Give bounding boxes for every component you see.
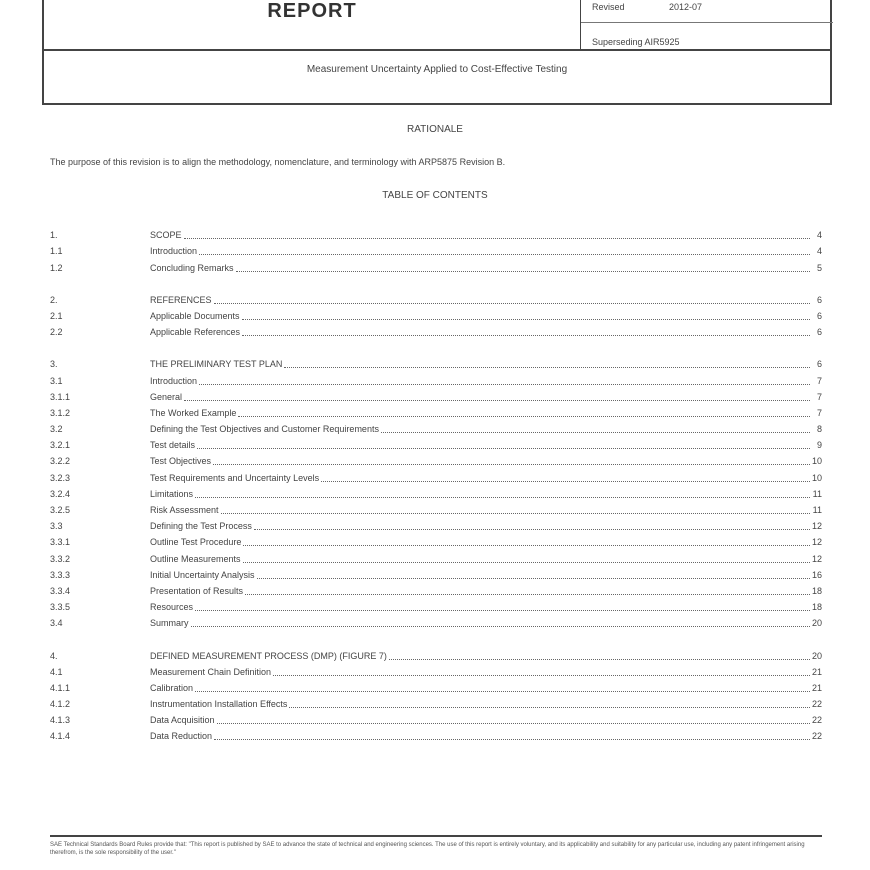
toc-entry-number: 3.3: [50, 521, 63, 532]
toc-dot-leader: [289, 707, 810, 708]
toc-entry-title: Instrumentation Installation Effects: [150, 699, 288, 710]
revised-label: Revised: [592, 2, 625, 12]
toc-entry-title: Introduction: [150, 246, 198, 257]
toc-entry-page: 20: [811, 650, 822, 661]
toc-dot-leader: [199, 254, 810, 255]
toc-entry-number: 3.2.5: [50, 505, 71, 515]
toc-dot-leader: [238, 416, 810, 417]
toc-entry-number: 1.2: [50, 262, 63, 273]
toc-entry[interactable]: [50, 306, 822, 322]
toc-entry-title: The Worked Example: [150, 407, 237, 418]
toc-entry[interactable]: [50, 565, 822, 581]
toc-dot-leader: [195, 497, 810, 498]
toc-entry[interactable]: [50, 581, 822, 597]
toc-entry-number: 4.1.4: [50, 731, 71, 742]
toc-entry-number: 3.2: [50, 424, 63, 435]
toc-entry-title: Presentation of Results: [150, 585, 244, 596]
toc-entry-title: Limitations: [150, 488, 194, 499]
rationale-heading: RATIONALE: [407, 124, 463, 135]
toc-entry-number: 2.: [50, 294, 58, 305]
toc-entry[interactable]: [50, 322, 822, 338]
toc-entry-title: Outline Measurements: [150, 553, 241, 564]
toc-entry-title: Applicable Documents: [150, 310, 240, 321]
toc-entry-number: 3.2.1: [50, 440, 71, 451]
toc-entry-title: Defining the Test Process: [150, 521, 252, 532]
toc-entry[interactable]: [50, 467, 822, 483]
toc-dot-leader: [195, 691, 810, 692]
toc-entry-page: 22: [811, 731, 822, 742]
toc-entry-number: 3.4: [50, 618, 63, 629]
toc-dot-leader: [245, 594, 810, 595]
toc-entry-page: 8: [816, 424, 822, 435]
header-box: [42, 0, 832, 105]
toc-entry-page: 10: [811, 456, 822, 467]
toc-entry-page: 10: [811, 472, 822, 483]
toc-entry[interactable]: [50, 370, 822, 386]
toc-entry-number: 3.1: [50, 375, 63, 386]
toc-entry-page: 12: [811, 521, 822, 532]
toc-entry-number: 3.1.2: [50, 407, 71, 418]
toc-entry-page: 4: [816, 246, 822, 257]
toc-entry-number: 4.1.3: [50, 715, 71, 726]
toc-entry-page: 7: [816, 391, 822, 402]
toc-entry[interactable]: [50, 500, 822, 516]
toc-entry-number: 3.3.2: [50, 553, 71, 564]
toc-dot-leader: [242, 319, 810, 320]
toc-dot-leader: [184, 400, 810, 401]
toc-dot-leader: [217, 723, 810, 724]
toc-dot-leader: [284, 367, 810, 368]
toc-entry-title: Concluding Remarks: [150, 262, 234, 273]
toc-entry-page: 21: [811, 682, 822, 693]
toc-dot-leader: [221, 513, 810, 514]
toc-entry-page: 5: [816, 262, 822, 273]
toc-entry-title: Test details: [150, 440, 196, 451]
toc-entry[interactable]: [50, 662, 822, 678]
toc-entry[interactable]: [50, 613, 822, 629]
toc-entry-title: Test Requirements and Uncertainty Levels: [150, 472, 320, 483]
toc-entry-page: 12: [811, 553, 822, 564]
toc-entry[interactable]: [50, 484, 822, 500]
footer-text: SAE Technical Standards Board Rules provide that: "This report is published by SAE to advance the state of technical and engineering sciences. The use of this report is entirely voluntary, and its applicability and suitability for any particular use, including any patent infringement arising therefrom, is the sole responsibility of the user.": [50, 842, 805, 856]
toc-entry[interactable]: [50, 225, 822, 241]
toc-entry-page: 11: [812, 488, 822, 499]
meta-divider: [580, 0, 581, 51]
toc-dot-leader: [214, 739, 810, 740]
superseding-note: Superseding AIR5925: [592, 37, 680, 47]
toc-entry[interactable]: [50, 257, 822, 273]
toc-entry[interactable]: [50, 435, 822, 451]
toc-entry-number: 3.3.5: [50, 602, 71, 613]
toc-entry-number: 2.2: [50, 327, 63, 338]
toc-entry-page: 7: [816, 407, 822, 418]
toc-entry[interactable]: [50, 451, 822, 467]
toc-dot-leader: [243, 562, 810, 563]
toc-entry-page: 6: [816, 310, 822, 321]
table-of-contents: [50, 225, 822, 742]
toc-entry[interactable]: [50, 678, 822, 694]
toc-entry[interactable]: [50, 694, 822, 710]
toc-dot-leader: [321, 481, 810, 482]
toc-entry-number: 1.: [50, 230, 58, 241]
toc-entry-number: 4.1: [50, 666, 63, 677]
toc-entry-title: Data Acquisition: [150, 715, 215, 726]
meta-rule: [581, 22, 833, 23]
toc-dot-leader: [254, 529, 810, 530]
toc-entry-page: 6: [816, 294, 822, 305]
toc-entry-title: DEFINED MEASUREMENT PROCESS (DMP) (FIGURE 7): [150, 650, 387, 661]
toc-dot-leader: [257, 578, 810, 579]
toc-entry[interactable]: [50, 597, 822, 613]
toc-entry[interactable]: [50, 387, 822, 403]
toc-entry-title: REFERENCES: [150, 294, 212, 305]
toc-entry[interactable]: [50, 548, 822, 564]
toc-entry-number: 3.1.1: [50, 391, 71, 402]
toc-entry-number: 3.2.3: [50, 472, 71, 483]
toc-entry-title: THE PRELIMINARY TEST PLAN: [150, 359, 283, 370]
toc-entry-page: 7: [816, 375, 822, 386]
toc-entry-title: Test Objectives: [150, 456, 212, 467]
toc-entry-page: 22: [811, 715, 822, 726]
toc-entry-title: Calibration: [150, 682, 194, 693]
toc-entry-title: Resources: [150, 602, 194, 613]
toc-entry-page: 18: [811, 602, 822, 613]
toc-entry-number: 3.3.1: [50, 537, 71, 548]
toc-entry-page: 6: [816, 359, 822, 370]
toc-entry-title: Outline Test Procedure: [150, 537, 242, 548]
doc-type: REPORT: [267, 0, 357, 22]
toc-entry-page: 20: [811, 618, 822, 629]
toc-dot-leader: [184, 238, 810, 239]
toc-entry-title: SCOPE: [150, 230, 182, 241]
toc-dot-leader: [243, 545, 810, 546]
toc-entry-title: Data Reduction: [150, 731, 213, 742]
toc-dot-leader: [214, 303, 810, 304]
rationale-text: The purpose of this revision is to align the methodology, nomenclature, and terminology with ARP5875 Revision B.: [50, 157, 506, 167]
toc-entry-title: Summary: [150, 618, 189, 629]
toc-entry[interactable]: [50, 290, 822, 306]
toc-entry-title: Measurement Chain Definition: [150, 666, 272, 677]
document-title: Measurement Uncertainty Applied to Cost-Effective Testing: [306, 64, 568, 75]
toc-entry-number: 3.: [50, 359, 58, 370]
toc-entry[interactable]: [50, 403, 822, 419]
toc-entry[interactable]: [50, 241, 822, 257]
toc-entry-title: General: [150, 391, 183, 402]
toc-dot-leader: [242, 335, 810, 336]
toc-entry[interactable]: [50, 354, 822, 370]
toc-entry-title: Defining the Test Objectives and Customer Requirements: [150, 424, 379, 435]
header-top-band: [44, 0, 830, 51]
toc-entry-number: 3.3.3: [50, 569, 71, 580]
toc-entry-title: Introduction: [150, 375, 198, 386]
toc-entry-page: 6: [816, 327, 822, 338]
toc-entry-title: Initial Uncertainty Analysis: [150, 569, 255, 580]
toc-dot-leader: [381, 432, 810, 433]
toc-entry-page: 16: [811, 569, 822, 580]
toc-entry-title: Risk Assessment: [150, 505, 219, 515]
toc-entry-number: 1.1: [50, 246, 63, 257]
toc-heading: TABLE OF CONTENTS: [382, 190, 488, 201]
toc-entry-number: 4.1.2: [50, 699, 71, 710]
toc-entry-title: Applicable References: [150, 327, 241, 338]
toc-entry-page: 21: [811, 666, 822, 677]
toc-entry-page: 22: [811, 699, 822, 710]
toc-entry[interactable]: [50, 645, 822, 661]
toc-entry-number: 4.1.1: [50, 682, 71, 693]
toc-dot-leader: [199, 384, 810, 385]
footer-rule: [50, 835, 822, 837]
revised-value: 2012-07: [669, 2, 703, 12]
toc-entry[interactable]: [50, 710, 822, 726]
toc-entry[interactable]: [50, 516, 822, 532]
toc-dot-leader: [273, 675, 810, 676]
toc-entry[interactable]: [50, 532, 822, 548]
toc-dot-leader: [197, 448, 810, 449]
toc-dot-leader: [195, 610, 810, 611]
toc-entry[interactable]: [50, 726, 822, 742]
toc-entry-page: 11: [812, 505, 822, 515]
toc-entry-page: 18: [811, 585, 822, 596]
toc-entry-page: 4: [816, 230, 822, 241]
toc-entry-page: 12: [811, 537, 822, 548]
toc-dot-leader: [213, 464, 810, 465]
toc-entry-page: 9: [816, 440, 822, 451]
toc-entry-number: 3.2.4: [50, 488, 71, 499]
toc-entry-number: 2.1: [50, 310, 63, 321]
toc-entry-number: 3.2.2: [50, 456, 71, 467]
toc-entry-number: 4.: [50, 650, 58, 661]
toc-dot-leader: [389, 659, 810, 660]
toc-entry[interactable]: [50, 419, 822, 435]
toc-entry-number: 3.3.4: [50, 585, 71, 596]
toc-dot-leader: [236, 271, 810, 272]
toc-dot-leader: [191, 626, 810, 627]
